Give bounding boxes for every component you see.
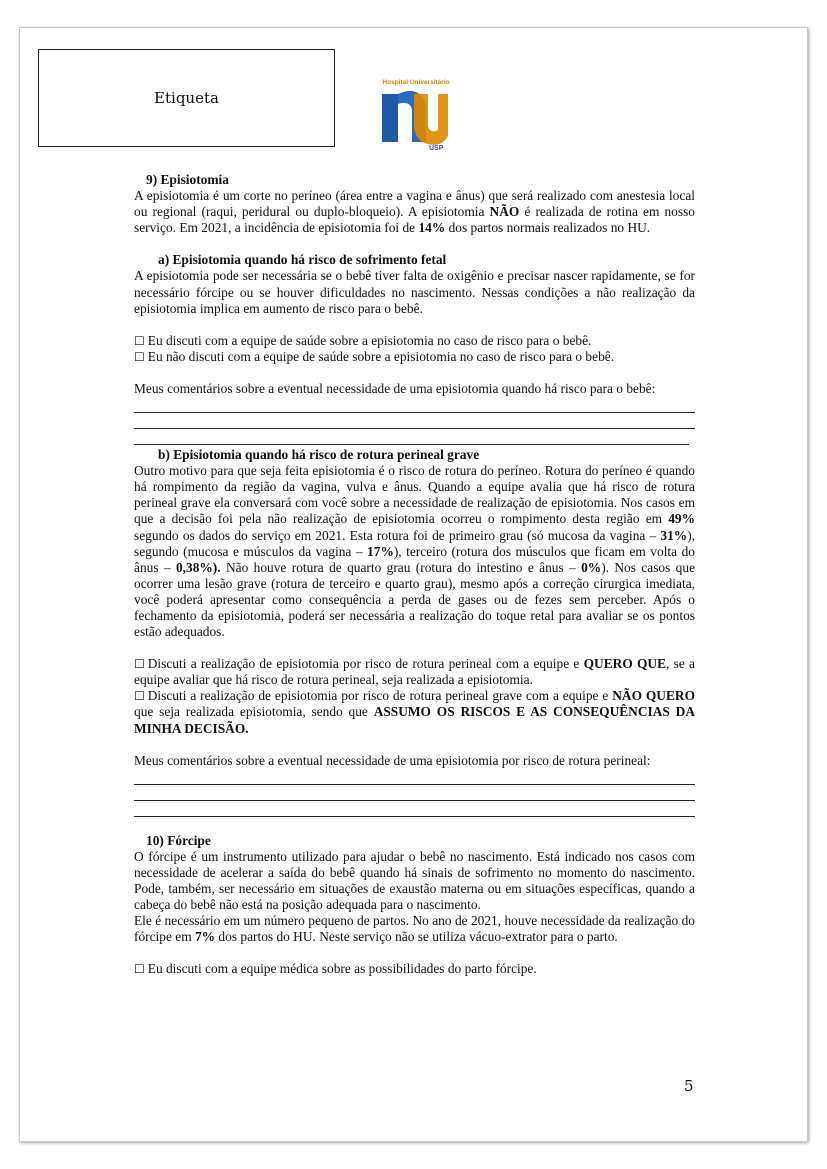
- checkbox-icon: ☐: [134, 962, 145, 977]
- option-a-not-discussed[interactable]: ☐ Eu não discuti com a equipe de saúde sobre a episiotomia no caso de risco para o bebê.: [134, 348, 615, 364]
- option-b-not-want[interactable]: ☐ Discuti a realização de episiotomia por risco de rotura perineal grave com a equipe e NÃO QUERO que seja realizada episiotomia, sendo que ASSUMO OS RISCOS E AS CONSEQUÊNCIAS DA MINHA DECISÃO.: [134, 688, 695, 736]
- page-number: 5: [684, 1077, 694, 1095]
- section-9-intro: A episiotomia é um corte no períneo (área entre a vagina e ânus) que será realizado com anestesia local ou regional (raqui, peridural ou duplo-bloqueio). A episiotomia NÃO é realizada de rotina em nosso serviço. Em 2021, a incidência de episiotomia foi de 14% dos partos normais realizados no HU.: [134, 188, 695, 236]
- comment-line[interactable]: [134, 769, 695, 785]
- checkbox-icon: ☐: [134, 349, 145, 364]
- logo-sub-text: USP: [429, 145, 444, 152]
- option-forceps-discussed[interactable]: ☐ Eu discuti com a equipe médica sobre as possibilidades do parto fórcipe.: [134, 961, 537, 977]
- comment-a-label: Meus comentários sobre a eventual necessidade de uma episiotomia quando há risco para o bebê:: [134, 380, 656, 396]
- comment-line[interactable]: [134, 785, 695, 801]
- section-10-text: O fórcipe é um instrumento utilizado para ajudar o bebê no nascimento. Está indicado nos casos com necessidade de acelerar a saída do bebê quando há sinais de sofrimento no momento do nascimento. Pode, também, ser necessário em situações de exaustão materna ou em situações específicas, quando a cabeça do bebê não está na posição adequada para o nascimento.: [134, 848, 695, 913]
- subsection-b-text: Outro motivo para que seja feita episiotomia é o risco de rotura do períneo. Rotura do períneo é quando há rompimento da região da vagina, vulva e ânus. Quando a equipe avalia que há risco de rotura perineal grave ela conversará com você sobre a necessidade de realização de episiotomia. Nos casos em que a decisão foi pela não realização de episiotomia ocorreu o rompimento desta região em 49% segundo os dados do serviço em 2021. Esta rotura foi de primeiro grau (só mucosa da vagina – 31%), segundo (mucosa e músculos da vagina – 17%), terceiro (rotura dos músculos que ficam em volta do ânus – 0,38%). Não houve rotura de quarto grau (rotura do intestino e ânus – 0%). Nos casos que ocorrer uma lesão grave (rotura de terceiro e quarto grau), mesmo após a correção cirurgica imediata, você poderá apresentar como consequência a perda de gases ou de fezes sem perceber. Após o fechamento da episiotomia, poderá ser necessária a realização do toque retal para avaliar se os pontos estão adequados.: [134, 463, 696, 640]
- comment-line[interactable]: [134, 397, 695, 413]
- checkbox-icon: ☐: [134, 689, 145, 704]
- checkbox-icon: ☐: [134, 657, 145, 672]
- section-9-title: 9) Episiotomia: [146, 172, 229, 187]
- main-content: [134, 172, 695, 977]
- label-box: [38, 49, 335, 147]
- section-10-title: 10) Fórcipe: [146, 832, 211, 848]
- subsection-a-title: a) Episiotomia quando há risco de sofrimento fetal: [158, 252, 447, 268]
- hospital-logo: [380, 80, 450, 152]
- comment-line[interactable]: [134, 801, 695, 817]
- label-text: Etiqueta: [154, 89, 219, 107]
- subsection-b-title: b) Episiotomia quando há risco de rotura perineal grave: [158, 447, 480, 463]
- logo-caption: Hospital Universitário: [382, 79, 450, 86]
- checkbox-icon: ☐: [134, 333, 145, 348]
- option-a-discussed[interactable]: ☐ Eu discuti com a equipe de saúde sobre a episiotomia no caso de risco para o bebê.: [134, 332, 592, 348]
- option-b-want[interactable]: ☐ Discuti a realização de episiotomia por risco de rotura perineal com a equipe e QUERO QUE, se a equipe avaliar que há risco de rotura perineal, seja realizada a episiotomia.: [134, 656, 695, 688]
- comment-b-label: Meus comentários sobre a eventual necessidade de uma episiotomia por risco de rotura perineal:: [134, 752, 651, 768]
- section-10-stats: Ele é necessário em um número pequeno de partos. No ano de 2021, houve necessidade da realização do fórcipe em 7% dos partos do HU. Neste serviço não se utiliza vácuo-extrator para o parto.: [134, 913, 695, 945]
- subsection-a-text: A episiotomia pode ser necessária se o bebê tiver falta de oxigênio e precisar nascer rapidamente, se for necessário fórcipe ou se houver dificuldades no nascimento. Nessas condições a não realização da episiotomia implica em aumento de risco para o bebê.: [134, 268, 695, 316]
- comment-line[interactable]: [134, 413, 695, 429]
- comment-line[interactable]: [134, 429, 689, 445]
